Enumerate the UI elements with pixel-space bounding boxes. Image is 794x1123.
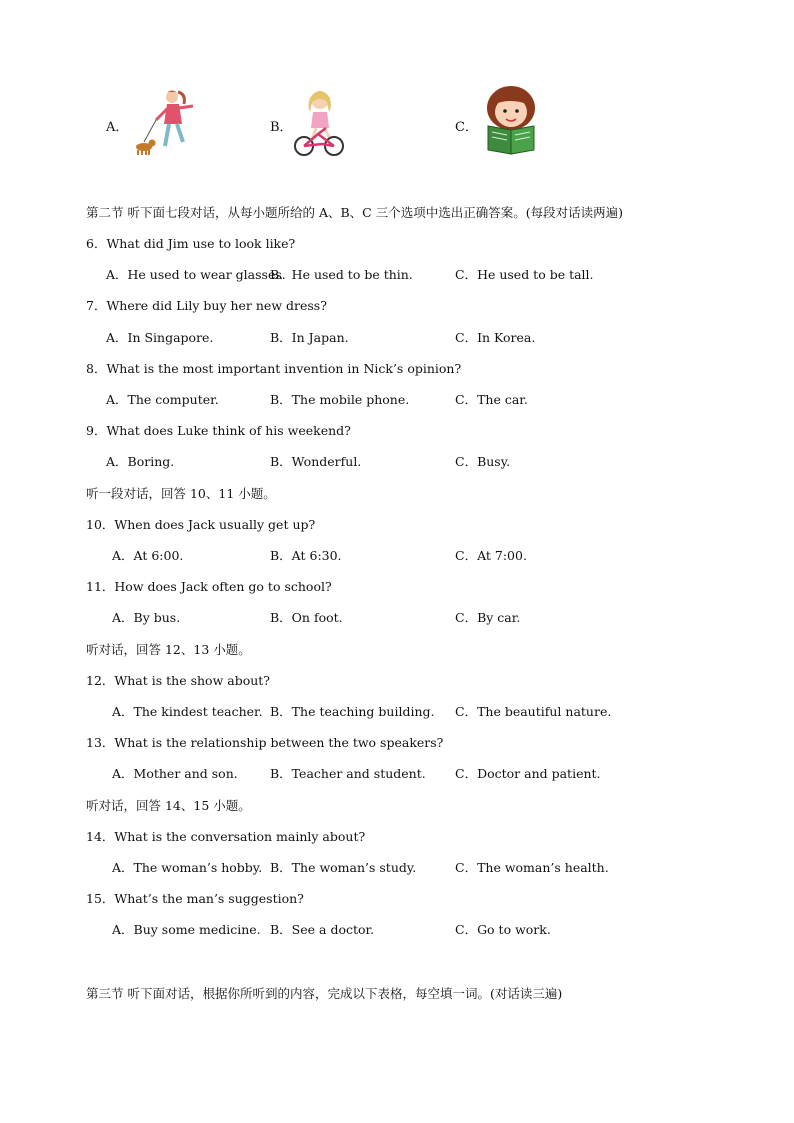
option-c: C．Doctor and patient. <box>455 766 601 781</box>
option-c: C．At 7:00. <box>455 548 527 563</box>
option-c: C．The car. <box>455 392 528 407</box>
question-11: 11．How does Jack often go to school? <box>86 579 332 594</box>
question-12: 12．What is the show about? <box>86 673 271 688</box>
girl-reading-book-icon <box>482 84 540 156</box>
option-b: B．In Japan. <box>270 330 349 345</box>
question-9: 9．What does Luke think of his weekend? <box>86 423 351 438</box>
option-a-label: A． <box>106 120 129 135</box>
question-6-options <box>0 265 794 281</box>
question-7-options <box>0 328 794 344</box>
option-b: B．See a doctor. <box>270 922 375 937</box>
question-6: 6．What did Jim use to look like? <box>86 236 296 251</box>
option-b: B．At 6:30. <box>270 548 342 563</box>
option-c: C．In Korea. <box>455 330 536 345</box>
option-c: C．The woman’s health. <box>455 860 609 875</box>
option-b: B．The mobile phone. <box>270 392 410 407</box>
group-3-header: 听对话，回答 14、15 小题。 <box>86 798 251 813</box>
option-b-label: B． <box>270 120 293 135</box>
option-c: C．He used to be tall. <box>455 267 594 282</box>
option-a: A．Boring. <box>106 454 175 469</box>
option-c: C．Busy. <box>455 454 511 469</box>
option-a: A．In Singapore. <box>106 330 214 345</box>
question-10-options <box>0 546 794 562</box>
question-14-options <box>0 858 794 874</box>
option-a: A．The computer. <box>106 392 219 407</box>
option-b: B．He used to be thin. <box>270 267 413 282</box>
question-8: 8．What is the most important invention in Nick’s opinion? <box>86 361 462 376</box>
question-14: 14．What is the conversation mainly about? <box>86 829 366 844</box>
option-c: C．The beautiful nature. <box>455 704 612 719</box>
option-b: B．On foot. <box>270 610 343 625</box>
question-9-options <box>0 452 794 468</box>
question-13: 13．What is the relationship between the two speakers? <box>86 735 444 750</box>
option-a: A．Buy some medicine. <box>112 922 261 937</box>
question-10: 10．When does Jack usually get up? <box>86 517 316 532</box>
option-b: B．Wonderful. <box>270 454 362 469</box>
option-a: A．The woman’s hobby. <box>112 860 263 875</box>
question-15: 15．What’s the man’s suggestion? <box>86 891 304 906</box>
question-15-options <box>0 920 794 936</box>
section-3-header: 第三节 听下面对话，根据你所听到的内容，完成以下表格，每空填一词。(对话读三遍) <box>86 986 563 1001</box>
option-c-label: C． <box>455 120 478 135</box>
group-2-header: 听对话，回答 12、13 小题。 <box>86 642 251 657</box>
section-2-header: 第二节 听下面七段对话，从每小题所给的 A、B、C 三个选项中选出正确答案。(每段对话读两遍) <box>86 205 623 220</box>
option-a: A．The kindest teacher. <box>112 704 263 719</box>
option-c: C．Go to work. <box>455 922 551 937</box>
question-13-options <box>0 764 794 780</box>
question-12-options <box>0 702 794 718</box>
girl-riding-bicycle-icon <box>292 86 344 158</box>
option-a: A．He used to wear glasses. <box>106 267 286 282</box>
option-b: B．The teaching building. <box>270 704 435 719</box>
girl-walking-dog-icon <box>128 86 206 158</box>
option-c: C．By car. <box>455 610 521 625</box>
option-a: A．Mother and son. <box>112 766 238 781</box>
option-b: B．The woman’s study. <box>270 860 417 875</box>
question-11-options <box>0 608 794 624</box>
option-b: B．Teacher and student. <box>270 766 426 781</box>
question-8-options <box>0 390 794 406</box>
option-a: A．By bus. <box>112 610 181 625</box>
question-7: 7．Where did Lily buy her new dress? <box>86 298 327 313</box>
group-1-header: 听一段对话，回答 10、11 小题。 <box>86 486 276 501</box>
option-a: A．At 6:00. <box>112 548 184 563</box>
